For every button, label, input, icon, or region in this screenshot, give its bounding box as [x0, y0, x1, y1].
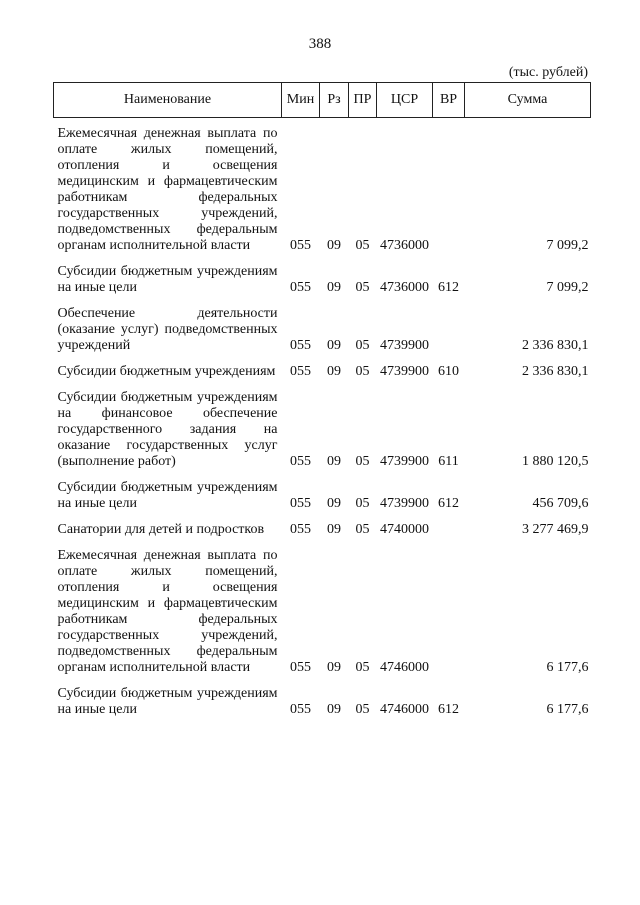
row-min-cell: 055	[290, 338, 311, 353]
row-vr-cell	[433, 522, 465, 548]
row-csr-cell: 4739900	[380, 454, 429, 469]
row-pr-cell: 05	[355, 280, 370, 295]
row-vr-cell	[433, 118, 465, 265]
row-rz-cell: 09	[327, 522, 341, 537]
row-pr-cell: 05	[355, 702, 370, 717]
row-name-cell: Субсидии бюджетным учреждениям	[57, 364, 276, 379]
row-csr-cell: 4736000	[380, 280, 429, 295]
budget-table	[53, 82, 591, 728]
row-name-cell: Субсидии бюджетным учреждениям на финансовое обеспечение государственного задания на оказание государственных услуг (выполнение работ)	[57, 390, 278, 469]
row-rz-cell: 09	[327, 238, 341, 253]
row-pr-cell: 05	[355, 364, 370, 379]
table-row	[54, 118, 591, 265]
row-csr-cell: 4739900	[380, 364, 429, 379]
row-name-cell: Ежемесячная денежная выплата по оплате жилых помещений, отопления и освещения медицинским и фармацевтическим работникам федеральных государственных учреждений, подведомственных федеральным органам исполнительной власти	[57, 548, 278, 675]
row-name-cell: Субсидии бюджетным учреждениям на иные цели	[57, 480, 278, 511]
row-rz-cell: 09	[327, 280, 341, 295]
row-name-cell: Ежемесячная денежная выплата по оплате жилых помещений, отопления и освещения медицинским и фармацевтическим работникам федеральных государственных учреждений, подведомственных федеральным органам исполнительной власти	[57, 126, 278, 253]
row-sum-cell: 7 099,2	[546, 238, 589, 253]
row-min-cell: 055	[290, 522, 311, 537]
row-csr-cell: 4739900	[380, 338, 429, 353]
row-rz-cell: 09	[327, 660, 341, 675]
row-sum-cell: 6 177,6	[546, 660, 589, 675]
table-header-row	[54, 83, 591, 118]
row-sum-cell: 1 880 120,5	[522, 454, 589, 469]
row-vr-cell: 610	[438, 364, 459, 379]
row-rz-cell: 09	[327, 454, 341, 469]
row-sum-cell: 7 099,2	[546, 280, 589, 295]
row-rz-cell: 09	[327, 364, 341, 379]
header-csr: ЦСР	[377, 83, 433, 118]
row-sum-cell: 3 277 469,9	[522, 522, 589, 537]
row-csr-cell: 4746000	[380, 660, 429, 675]
row-name-cell: Субсидии бюджетным учреждениям на иные цели	[57, 686, 278, 717]
table-row	[54, 364, 591, 390]
row-min-cell: 055	[290, 454, 311, 469]
page-number: 388	[308, 36, 332, 52]
row-pr-cell: 05	[355, 238, 370, 253]
row-sum-cell: 6 177,6	[546, 702, 589, 717]
header-pr: ПР	[349, 83, 377, 118]
row-min-cell: 055	[290, 702, 311, 717]
header-vr: ВР	[433, 83, 465, 118]
table-row	[54, 264, 591, 306]
row-sum-cell: 2 336 830,1	[522, 364, 589, 379]
header-min: Мин	[282, 83, 320, 118]
row-vr-cell: 612	[438, 702, 459, 717]
table-row	[54, 548, 591, 686]
row-pr-cell: 05	[355, 522, 370, 537]
row-vr-cell: 612	[438, 280, 459, 295]
row-pr-cell: 05	[355, 338, 370, 353]
row-sum-cell: 456 709,6	[532, 496, 589, 511]
row-csr-cell: 4739900	[380, 496, 429, 511]
row-min-cell: 055	[290, 496, 311, 511]
header-sum: Сумма	[465, 83, 591, 118]
row-rz-cell: 09	[327, 702, 341, 717]
row-csr-cell: 4736000	[380, 238, 429, 253]
header-name: Наименование	[54, 83, 282, 118]
row-min-cell: 055	[290, 280, 311, 295]
table-row	[54, 686, 591, 728]
row-csr-cell: 4746000	[380, 702, 429, 717]
table-row	[54, 306, 591, 364]
row-pr-cell: 05	[355, 454, 370, 469]
row-pr-cell: 05	[355, 660, 370, 675]
row-sum-cell: 2 336 830,1	[522, 338, 589, 353]
table-row	[54, 522, 591, 548]
row-name-cell: Обеспечение деятельности (оказание услуг) подведомственных учреждений	[57, 306, 278, 353]
row-min-cell: 055	[290, 660, 311, 675]
row-vr-cell	[433, 548, 465, 686]
row-vr-cell	[433, 306, 465, 364]
table-row	[54, 480, 591, 522]
row-vr-cell: 612	[438, 496, 459, 511]
row-min-cell: 055	[290, 364, 311, 379]
row-rz-cell: 09	[327, 338, 341, 353]
row-vr-cell: 611	[438, 454, 459, 469]
row-name-cell: Санатории для детей и подростков	[57, 522, 265, 537]
row-csr-cell: 4740000	[380, 522, 429, 537]
units-label: (тыс. рублей)	[508, 65, 588, 80]
row-rz-cell: 09	[327, 496, 341, 511]
row-min-cell: 055	[290, 238, 311, 253]
table-row	[54, 390, 591, 480]
header-rz: Рз	[320, 83, 349, 118]
row-pr-cell: 05	[355, 496, 370, 511]
table-body	[54, 118, 591, 729]
row-name-cell: Субсидии бюджетным учреждениям на иные цели	[57, 264, 278, 295]
